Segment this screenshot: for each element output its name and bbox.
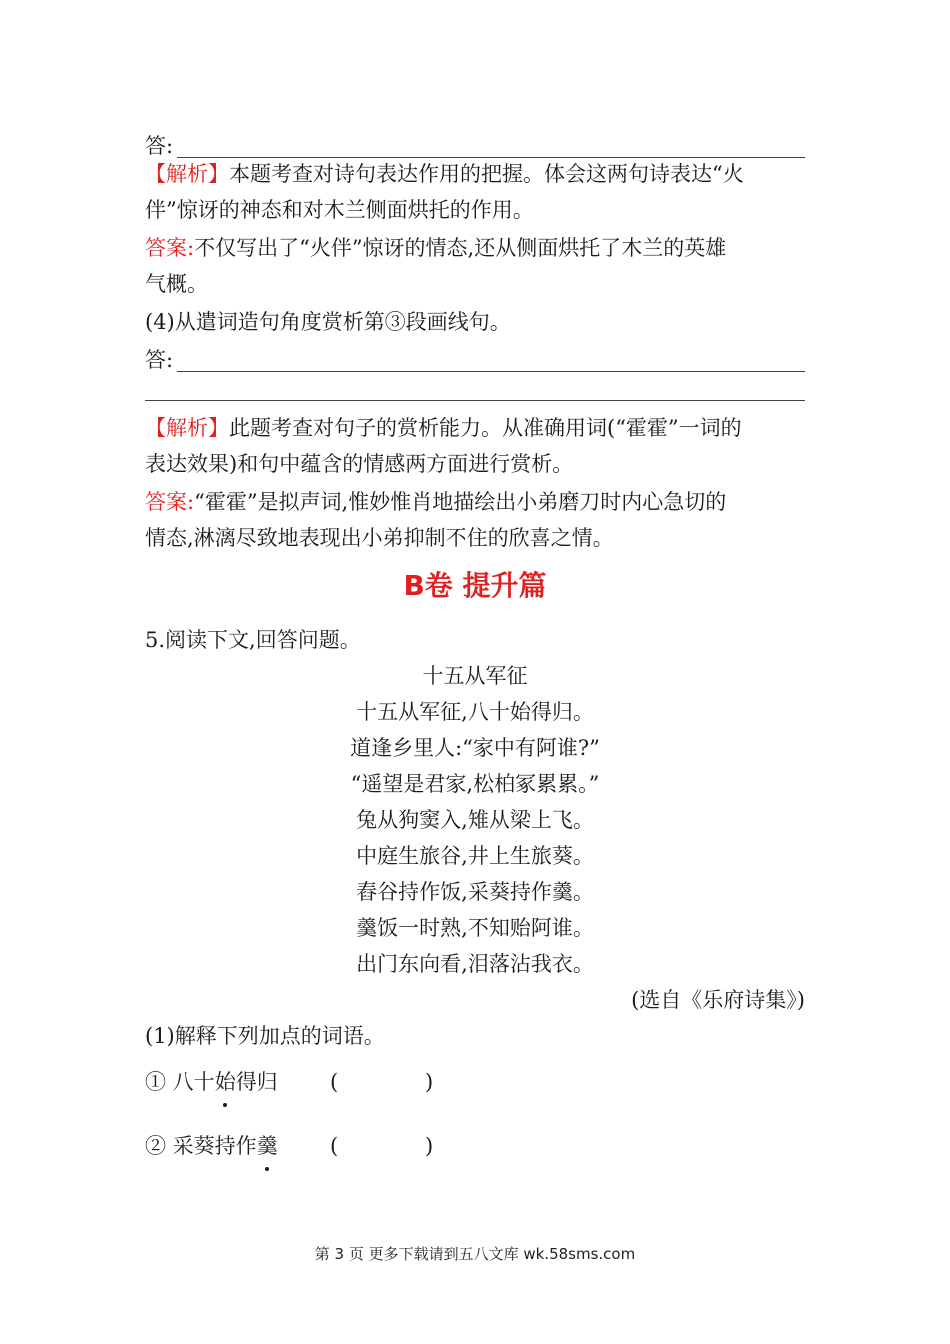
q4-answer-line[interactable] (145, 342, 805, 378)
vocab-item-2-close-paren: ) (425, 1134, 434, 1158)
q3-answer-text-2: 气概。 (145, 272, 208, 296)
q4-analysis-tag: 【解析】 (145, 416, 229, 440)
vocab-item-1-post: 得归 (235, 1070, 278, 1094)
vocab-item-2-dotted-word: 羹 (257, 1129, 278, 1163)
q4-analysis (145, 410, 805, 482)
q4-answer-text-2: 情态,淋漓尽致地表现出小弟抑制不住的欣喜之情。 (145, 526, 614, 550)
q4-question-text: (4)从遣词造句角度赏析第③段画线句。 (145, 310, 511, 334)
poem-line: 羹饭一时熟,不知贻阿谁。 (356, 916, 594, 940)
vocab-item-1-open-paren: ( (330, 1070, 339, 1094)
poem-title: 十五从军征 (422, 664, 528, 688)
poem-line: 舂谷持作饭,采葵持作羹。 (356, 880, 594, 904)
q4-analysis-text-2: 表达效果)和句中蕴含的情感两方面进行赏析。 (145, 452, 574, 476)
q4-answer-rule-2[interactable] (145, 400, 805, 401)
section-title: B卷 提升篇 (403, 569, 547, 602)
q4-analysis-text-1: 此题考查对句子的赏析能力。从准确用词(“霍霍”一词的 (229, 416, 742, 440)
poem-line: 出门东向看,泪落沾我衣。 (356, 952, 594, 976)
poem-line: 兔从狗窦入,雉从梁上飞。 (356, 808, 594, 832)
q3-answer-tag: 答案: (145, 236, 195, 260)
q3-analysis (145, 156, 805, 228)
q5-prompt-text: 5.阅读下文,回答问题。 (145, 628, 361, 652)
q4-answer (145, 484, 805, 556)
page-footer: 第 3 页 更多下载请到五八文库 wk.58sms.com (314, 1245, 636, 1263)
q4-answer-text-1: “霍霍”是拟声词,惟妙惟肖地描绘出小弟磨刀时内心急切的 (194, 490, 727, 514)
q3-analysis-text-2: 伴”惊讶的神态和对木兰侧面烘托的作用。 (145, 198, 534, 222)
q4-answer-rule (177, 371, 805, 372)
vocab-item-2-pre: ② 采葵持作 (145, 1134, 257, 1158)
vocab-item-1-dotted-word: 始 (215, 1065, 236, 1099)
poem-line: 道逢乡里人:“家中有阿谁?” (350, 736, 600, 760)
q5-sub1-question: (1)解释下列加点的词语。 (145, 1024, 385, 1048)
q3-answer (145, 230, 805, 302)
q3-analysis-text-1: 本题考查对诗句表达作用的把握。体会这两句诗表达“火 (229, 162, 744, 186)
q3-answer-prefix: 答: (145, 134, 174, 158)
q4-answer-tag: 答案: (145, 490, 195, 514)
q4-answer-prefix: 答: (145, 348, 174, 372)
poem-line: 中庭生旅谷,井上生旅葵。 (356, 844, 594, 868)
poem-source: (选自《乐府诗集》) (631, 988, 805, 1012)
poem-line: “遥望是君家,松柏冢累累。” (350, 772, 600, 796)
q3-answer-text-1: 不仅写出了“火伴”惊讶的情态,还从侧面烘托了木兰的英雄 (194, 236, 727, 260)
vocab-item-1-pre: ① 八十 (145, 1070, 215, 1094)
q5-prompt (145, 622, 805, 658)
vocab-item-2-open-paren: ( (330, 1134, 339, 1158)
vocab-item-2 (145, 1129, 278, 1163)
q3-analysis-tag: 【解析】 (145, 162, 229, 186)
vocab-item-1 (145, 1065, 278, 1099)
poem-line: 十五从军征,八十始得归。 (356, 700, 594, 724)
vocab-item-1-close-paren: ) (425, 1070, 434, 1094)
q4-question (145, 304, 805, 340)
